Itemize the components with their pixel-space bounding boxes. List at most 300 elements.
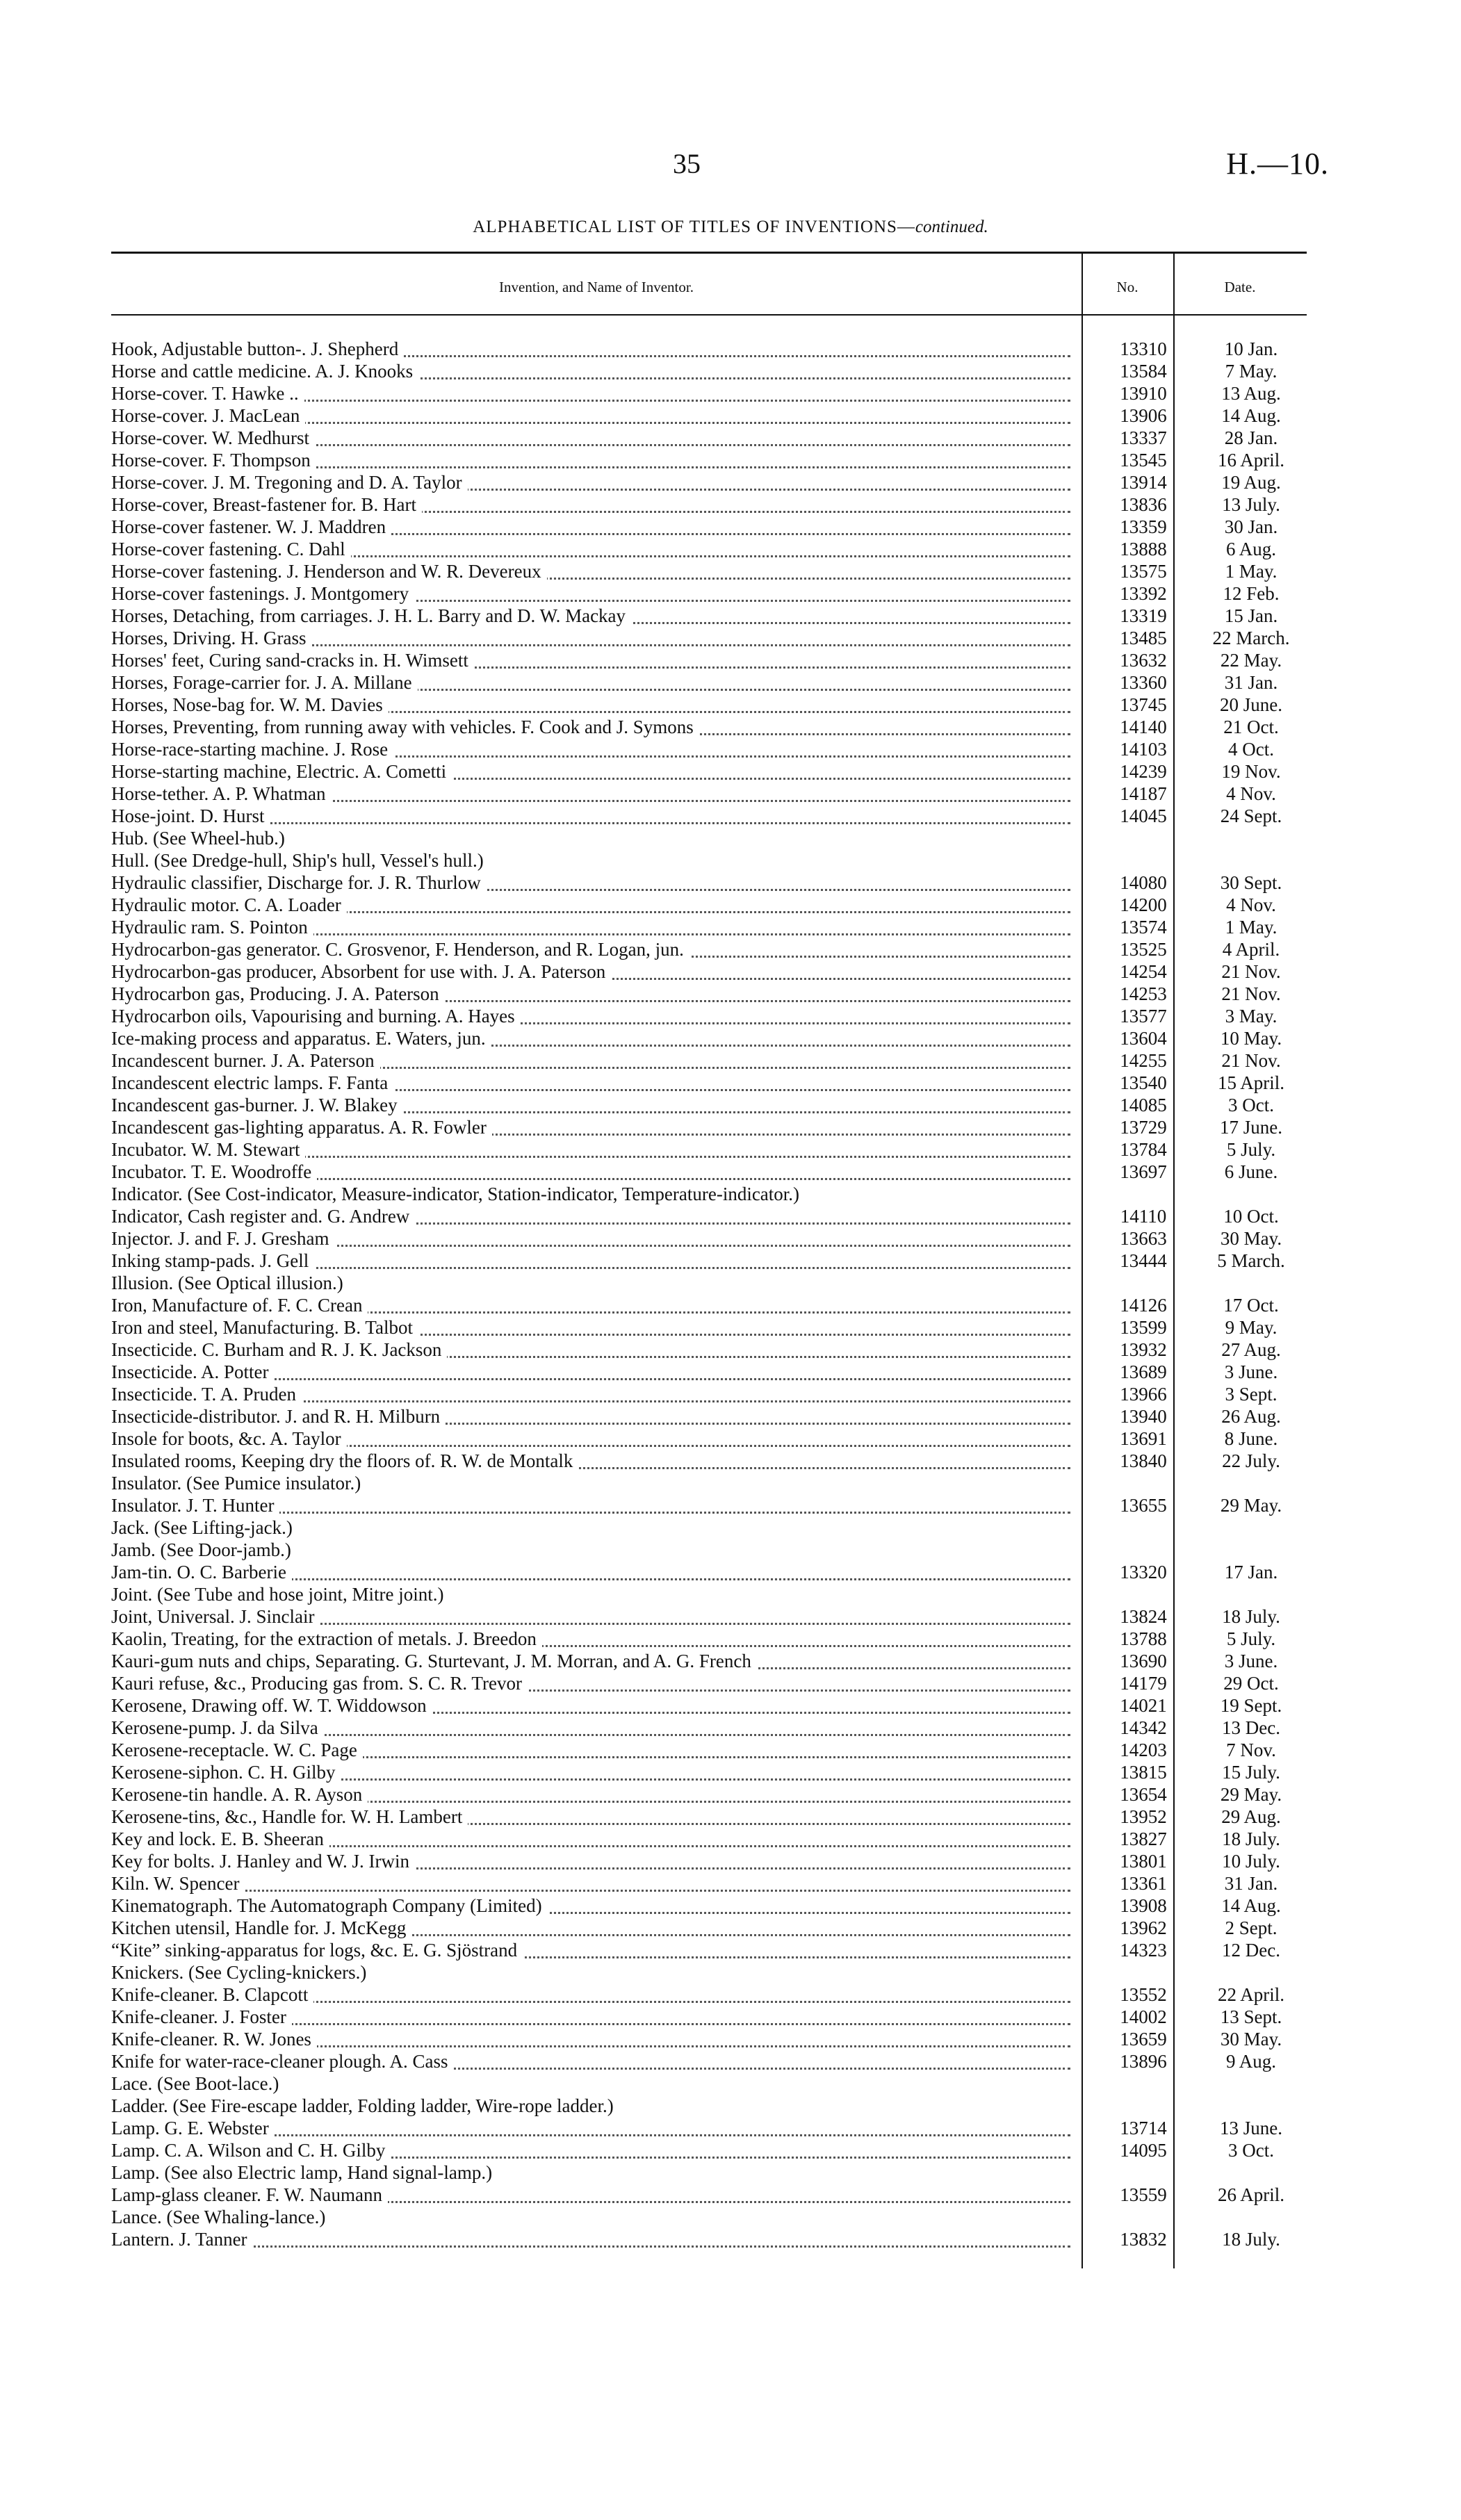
- list-title: [0, 218, 1461, 237]
- list-item: [111, 1383, 1321, 1405]
- list-item: [111, 1717, 1321, 1739]
- list-item: [111, 760, 1321, 783]
- list-item: [111, 1072, 1321, 1094]
- list-item: [111, 671, 1321, 694]
- patent-number: 13824: [1120, 1606, 1167, 1627]
- invention-title: Kerosene-tin handle. A. R. Ayson: [111, 1783, 368, 1806]
- filing-date: 21 Nov.: [1221, 1050, 1281, 1071]
- filing-date: 17 June.: [1220, 1117, 1282, 1138]
- list-item: [111, 1361, 1321, 1383]
- list-item: [111, 2228, 1321, 2250]
- filing-date: 10 May.: [1220, 1028, 1282, 1049]
- invention-title: Insecticide. T. A. Pruden: [111, 1383, 302, 1405]
- patent-number: 14254: [1120, 961, 1167, 982]
- filing-date: 12 Feb.: [1223, 583, 1280, 604]
- patent-number: 13575: [1120, 561, 1167, 582]
- invention-title: Inking stamp-pads. J. Gell: [111, 1250, 314, 1272]
- list-item: [111, 2161, 1321, 2184]
- invention-title: Horse-race-starting machine. J. Rose: [111, 738, 393, 760]
- filing-date: 4 Nov.: [1226, 894, 1276, 915]
- filing-date: 19 Sept.: [1220, 1695, 1282, 1716]
- column-header-invention: Invention, and Name of Inventor.: [499, 279, 694, 295]
- list-item: [111, 694, 1321, 716]
- patent-number: 13659: [1120, 2029, 1167, 2049]
- invention-title: Horses, Preventing, from running away with vehicles. F. Cook and J. Symons: [111, 716, 699, 738]
- list-item: [111, 382, 1321, 404]
- patent-number: 14253: [1120, 983, 1167, 1004]
- patent-number: 14179: [1120, 1673, 1167, 1694]
- invention-title: Insole for boots, &c. A. Taylor: [111, 1427, 347, 1450]
- invention-title: Illusion. (See Optical illusion.): [111, 1272, 349, 1294]
- list-item: [111, 1250, 1321, 1272]
- filing-date: 10 July.: [1222, 1851, 1280, 1872]
- list-item: [111, 1183, 1321, 1205]
- leader-dots: [111, 1889, 1070, 1892]
- patent-number: 13654: [1120, 1784, 1167, 1805]
- list-item: [111, 827, 1321, 849]
- invention-title: Horse and cattle medicine. A. J. Knooks: [111, 360, 418, 382]
- list-item: [111, 1672, 1321, 1694]
- list-item: [111, 916, 1321, 938]
- list-item: [111, 1161, 1321, 1183]
- filing-date: 3 Oct.: [1228, 2140, 1274, 2161]
- patent-number: 13745: [1120, 694, 1167, 715]
- patent-number: 13545: [1120, 450, 1167, 471]
- list-item: [111, 1561, 1321, 1583]
- invention-title: Hydrocarbon gas, Producing. J. A. Paterson: [111, 983, 445, 1005]
- invention-title: Iron, Manufacture of. F. C. Crean: [111, 1294, 368, 1316]
- patent-number: 13584: [1120, 361, 1167, 382]
- patent-number: 13485: [1120, 628, 1167, 648]
- filing-date: 13 Dec.: [1222, 1717, 1280, 1738]
- filing-date: 3 June.: [1224, 1651, 1278, 1671]
- patent-number: 13574: [1120, 917, 1167, 938]
- document-reference: H.—10.: [1226, 147, 1329, 181]
- list-item: [111, 1650, 1321, 1672]
- list-item: [111, 427, 1321, 449]
- list-item: [111, 538, 1321, 560]
- invention-title: Lamp-glass cleaner. F. W. Naumann: [111, 2184, 388, 2206]
- patent-number: 14140: [1120, 717, 1167, 737]
- filing-date: 31 Jan.: [1224, 1873, 1278, 1894]
- list-item: [111, 872, 1321, 894]
- invention-title: Insecticide. C. Burham and R. J. K. Jackson: [111, 1339, 447, 1361]
- invention-title: Joint, Universal. J. Sinclair: [111, 1605, 320, 1628]
- invention-title: Kauri refuse, &c., Producing gas from. S. C. R. Trevor: [111, 1672, 528, 1694]
- filing-date: 5 July.: [1226, 1139, 1276, 1160]
- filing-date: 30 May.: [1220, 2029, 1282, 2049]
- list-item: [111, 738, 1321, 760]
- list-item: [111, 1828, 1321, 1850]
- list-item: [111, 716, 1321, 738]
- invention-title: Kaolin, Treating, for the extraction of metals. J. Breedon: [111, 1628, 542, 1650]
- filing-date: 4 April.: [1222, 939, 1280, 960]
- invention-title: Horse-cover fastener. W. J. Maddren: [111, 516, 391, 538]
- invention-title: Hydraulic ram. S. Pointon: [111, 916, 313, 938]
- filing-date: 13 Sept.: [1220, 2006, 1282, 2027]
- filing-date: 20 June.: [1220, 694, 1282, 715]
- patent-number: 13319: [1120, 605, 1167, 626]
- patent-number: 14187: [1120, 783, 1167, 804]
- filing-date: 3 June.: [1224, 1361, 1278, 1382]
- invention-title: Key and lock. E. B. Sheeran: [111, 1828, 329, 1850]
- filing-date: 28 Jan.: [1224, 427, 1278, 448]
- filing-date: 18 July.: [1222, 1606, 1280, 1627]
- filing-date: 21 Nov.: [1221, 961, 1281, 982]
- list-item: [111, 1138, 1321, 1161]
- patent-number: 14045: [1120, 805, 1167, 826]
- list-item: [111, 1005, 1321, 1027]
- filing-date: 14 Aug.: [1221, 1895, 1281, 1916]
- filing-date: 8 June.: [1224, 1428, 1278, 1449]
- filing-date: 30 Sept.: [1220, 872, 1282, 893]
- filing-date: 19 Aug.: [1221, 472, 1281, 493]
- filing-date: 26 April.: [1217, 2184, 1284, 2205]
- patent-number: 13896: [1120, 2051, 1167, 2072]
- filing-date: 10 Oct.: [1223, 1206, 1279, 1227]
- patent-number: 13663: [1120, 1228, 1167, 1249]
- list-item: [111, 1027, 1321, 1049]
- patent-number: 13632: [1120, 650, 1167, 671]
- list-item: [111, 2117, 1321, 2139]
- patent-number: 13815: [1120, 1762, 1167, 1783]
- list-item: [111, 1783, 1321, 1806]
- invention-title: Insulated rooms, Keeping dry the floors of. R. W. de Montalk: [111, 1450, 578, 1472]
- invention-title: Horse-cover fastening. C. Dahl: [111, 538, 351, 560]
- invention-title: Kiln. W. Spencer: [111, 1872, 245, 1895]
- filing-date: 29 May.: [1220, 1784, 1282, 1805]
- filing-date: 1 May.: [1225, 561, 1278, 582]
- patent-number: 13888: [1120, 539, 1167, 559]
- filing-date: 6 Aug.: [1225, 539, 1276, 559]
- list-item: [111, 1339, 1321, 1361]
- patent-number: 13559: [1120, 2184, 1167, 2205]
- invention-title: Hook, Adjustable button-. J. Shepherd: [111, 338, 404, 360]
- patent-number: 14002: [1120, 2006, 1167, 2027]
- invention-title: Kitchen utensil, Handle for. J. McKegg: [111, 1917, 411, 1939]
- list-item: [111, 1272, 1321, 1294]
- list-item: [111, 360, 1321, 382]
- inventions-list: [111, 338, 1321, 2250]
- list-item: [111, 1939, 1321, 1961]
- invention-title: Lace. (See Boot-lace.): [111, 2072, 284, 2095]
- list-item: [111, 1316, 1321, 1339]
- filing-date: 21 Nov.: [1221, 983, 1281, 1004]
- list-item: [111, 582, 1321, 605]
- patent-number: 13940: [1120, 1406, 1167, 1427]
- list-item: [111, 1983, 1321, 2006]
- list-item: [111, 493, 1321, 516]
- patent-number: 14080: [1120, 872, 1167, 893]
- list-item: [111, 783, 1321, 805]
- list-item: [111, 1628, 1321, 1650]
- filing-date: 13 June.: [1220, 2118, 1282, 2138]
- invention-title: Incandescent burner. J. A. Paterson: [111, 1049, 380, 1072]
- invention-title: Kerosene-siphon. C. H. Gilby: [111, 1761, 341, 1783]
- invention-title: Horse-cover. J. MacLean: [111, 404, 305, 427]
- list-item: [111, 471, 1321, 493]
- invention-title: Insulator. (See Pumice insulator.): [111, 1472, 366, 1494]
- patent-number: 13690: [1120, 1651, 1167, 1671]
- invention-title: Lantern. J. Tanner: [111, 2228, 253, 2250]
- list-item: [111, 1806, 1321, 1828]
- patent-number: 13689: [1120, 1361, 1167, 1382]
- list-item: [111, 627, 1321, 649]
- patent-number: 13832: [1120, 2229, 1167, 2250]
- filing-date: 17 Oct.: [1223, 1295, 1279, 1316]
- list-item: [111, 1961, 1321, 1983]
- patent-number: 13906: [1120, 405, 1167, 426]
- list-item: [111, 1516, 1321, 1539]
- invention-title: Kerosene-pump. J. da Silva: [111, 1717, 324, 1739]
- patent-number: 13337: [1120, 427, 1167, 448]
- patent-number: 14203: [1120, 1740, 1167, 1760]
- filing-date: 3 Sept.: [1225, 1384, 1278, 1405]
- list-item: [111, 1094, 1321, 1116]
- invention-title: Horses, Forage-carrier for. J. A. Millane: [111, 671, 418, 694]
- filing-date: 14 Aug.: [1221, 405, 1281, 426]
- patent-number: 13691: [1120, 1428, 1167, 1449]
- filing-date: 27 Aug.: [1221, 1339, 1281, 1360]
- patent-number: 13320: [1120, 1562, 1167, 1582]
- filing-date: 15 April.: [1217, 1072, 1284, 1093]
- filing-date: 9 May.: [1225, 1317, 1278, 1338]
- invention-title: Incubator. T. E. Woodroffe: [111, 1161, 317, 1183]
- patent-number: 13540: [1120, 1072, 1167, 1093]
- filing-date: 10 Jan.: [1224, 338, 1278, 359]
- invention-title: Horse-tether. A. P. Whatman: [111, 783, 331, 805]
- list-item: [111, 1227, 1321, 1250]
- patent-number: 13801: [1120, 1851, 1167, 1872]
- invention-title: Injector. J. and F. J. Gresham: [111, 1227, 335, 1250]
- invention-title: Kerosene-tins, &c., Handle for. W. H. Lambert: [111, 1806, 468, 1828]
- list-item: [111, 1694, 1321, 1717]
- filing-date: 12 Dec.: [1222, 1940, 1280, 1961]
- filing-date: 3 Oct.: [1228, 1095, 1274, 1115]
- invention-title: Incandescent gas-lighting apparatus. A. R. Fowler: [111, 1116, 492, 1138]
- list-item: [111, 983, 1321, 1005]
- invention-title: Horses' feet, Curing sand-cracks in. H. Wimsett: [111, 649, 474, 671]
- list-item: [111, 1116, 1321, 1138]
- invention-title: Horse-cover. F. Thompson: [111, 449, 316, 471]
- filing-date: 29 Oct.: [1223, 1673, 1279, 1694]
- patent-number: 13310: [1120, 338, 1167, 359]
- invention-title: Insecticide-distributor. J. and R. H. Milburn: [111, 1405, 446, 1427]
- patent-number: 13952: [1120, 1806, 1167, 1827]
- list-item: [111, 849, 1321, 872]
- invention-title: Knife-cleaner. R. W. Jones: [111, 2028, 317, 2050]
- list-item: [111, 338, 1321, 360]
- invention-title: Kinematograph. The Automatograph Company (Limited): [111, 1895, 548, 1917]
- patent-number: 14085: [1120, 1095, 1167, 1115]
- list-item: [111, 960, 1321, 983]
- patent-number: 14103: [1120, 739, 1167, 760]
- patent-number: 13525: [1120, 939, 1167, 960]
- filing-date: 15 July.: [1222, 1762, 1280, 1783]
- filing-date: 9 Aug.: [1225, 2051, 1276, 2072]
- list-item: [111, 605, 1321, 627]
- filing-date: 15 Jan.: [1224, 605, 1278, 626]
- invention-title: Horses, Nose-bag for. W. M. Davies: [111, 694, 389, 716]
- list-item: [111, 1539, 1321, 1561]
- list-item: [111, 805, 1321, 827]
- patent-number: 13840: [1120, 1450, 1167, 1471]
- invention-title: Incandescent gas-burner. J. W. Blakey: [111, 1094, 403, 1116]
- invention-title: Ice-making process and apparatus. E. Waters, jun.: [111, 1027, 491, 1049]
- filing-date: 22 March.: [1212, 628, 1290, 648]
- list-item: [111, 1427, 1321, 1450]
- patent-number: 14323: [1120, 1940, 1167, 1961]
- list-item: [111, 2184, 1321, 2206]
- list-item: [111, 1739, 1321, 1761]
- filing-date: 7 Nov.: [1226, 1740, 1276, 1760]
- invention-title: Indicator, Cash register and. G. Andrew: [111, 1205, 415, 1227]
- patent-number: 13361: [1120, 1873, 1167, 1894]
- invention-title: Jamb. (See Door-jamb.): [111, 1539, 297, 1561]
- list-item: [111, 2095, 1321, 2117]
- filing-date: 5 July.: [1226, 1628, 1276, 1649]
- invention-title: Iron and steel, Manufacturing. B. Talbot: [111, 1316, 418, 1339]
- invention-title: Horse-cover. J. M. Tregoning and D. A. Taylor: [111, 471, 468, 493]
- invention-title: Kerosene, Drawing off. W. T. Widdowson: [111, 1694, 432, 1717]
- list-item: [111, 938, 1321, 960]
- patent-number: 13577: [1120, 1006, 1167, 1026]
- list-item: [111, 516, 1321, 538]
- invention-title: Incandescent electric lamps. F. Fanta: [111, 1072, 393, 1094]
- list-item: [111, 2139, 1321, 2161]
- list-item: [111, 1049, 1321, 1072]
- patent-number: 14110: [1120, 1206, 1167, 1227]
- patent-number: 13714: [1120, 2118, 1167, 2138]
- invention-title: Horses, Driving. H. Grass: [111, 627, 311, 649]
- list-title-suffix: continued.: [915, 218, 988, 236]
- list-item: [111, 449, 1321, 471]
- patent-number: 13827: [1120, 1828, 1167, 1849]
- list-item: [111, 1605, 1321, 1628]
- filing-date: 6 June.: [1224, 1161, 1278, 1182]
- invention-title: Hydraulic motor. C. A. Loader: [111, 894, 347, 916]
- list-item: [111, 2206, 1321, 2228]
- patent-number: 13604: [1120, 1028, 1167, 1049]
- list-title-main: ALPHABETICAL LIST OF TITLES OF INVENTIONS—: [473, 218, 915, 236]
- invention-title: Incubator. W. M. Stewart: [111, 1138, 305, 1161]
- list-item: [111, 1405, 1321, 1427]
- patent-number: 14200: [1120, 894, 1167, 915]
- patent-number: 13552: [1120, 1984, 1167, 2005]
- invention-title: Knife for water-race-cleaner plough. A. Cass: [111, 2050, 454, 2072]
- patent-number: 13910: [1120, 383, 1167, 404]
- filing-date: 19 Nov.: [1221, 761, 1281, 782]
- patent-number: 13392: [1120, 583, 1167, 604]
- list-item: [111, 2050, 1321, 2072]
- filing-date: 26 Aug.: [1221, 1406, 1281, 1427]
- invention-title: Knickers. (See Cycling-knickers.): [111, 1961, 372, 1983]
- filing-date: 22 July.: [1222, 1450, 1280, 1471]
- invention-title: Kerosene-receptacle. W. C. Page: [111, 1739, 363, 1761]
- patent-number: 13966: [1120, 1384, 1167, 1405]
- invention-title: Hydrocarbon-gas generator. C. Grosvenor, F. Henderson, and R. Logan, jun.: [111, 938, 689, 960]
- filing-date: 22 April.: [1217, 1984, 1284, 2005]
- list-item: [111, 1450, 1321, 1472]
- filing-date: 4 Oct.: [1228, 739, 1274, 760]
- list-item: [111, 1895, 1321, 1917]
- list-item: [111, 894, 1321, 916]
- filing-date: 13 Aug.: [1221, 383, 1281, 404]
- list-item: [111, 404, 1321, 427]
- patent-number: 13908: [1120, 1895, 1167, 1916]
- invention-title: Key for bolts. J. Hanley and W. J. Irwin: [111, 1850, 415, 1872]
- invention-title: Horse-cover, Breast-fastener for. B. Hart: [111, 493, 422, 516]
- invention-title: Joint. (See Tube and hose joint, Mitre joint.): [111, 1583, 450, 1605]
- patent-number: 13444: [1120, 1250, 1167, 1271]
- invention-title: Lamp. G. E. Webster: [111, 2117, 275, 2139]
- invention-title: Insecticide. A. Potter: [111, 1361, 274, 1383]
- filing-date: 22 May.: [1220, 650, 1282, 671]
- list-item: [111, 1494, 1321, 1516]
- leader-dots: [111, 2245, 1070, 2248]
- filing-date: 1 May.: [1225, 917, 1278, 938]
- invention-title: Jack. (See Lifting-jack.): [111, 1516, 298, 1539]
- invention-title: Indicator. (See Cost-indicator, Measure-indicator, Station-indicator, Temperature-indicator.): [111, 1183, 805, 1205]
- filing-date: 5 March.: [1217, 1250, 1285, 1271]
- filing-date: 29 May.: [1220, 1495, 1282, 1516]
- filing-date: 30 May.: [1220, 1228, 1282, 1249]
- filing-date: 4 Nov.: [1226, 783, 1276, 804]
- invention-title: Hull. (See Dredge-hull, Ship's hull, Vessel's hull.): [111, 849, 489, 872]
- invention-title: Lamp. C. A. Wilson and C. H. Gilby: [111, 2139, 391, 2161]
- header-rule-top: [111, 252, 1307, 254]
- list-item: [111, 1205, 1321, 1227]
- patent-number: 14021: [1120, 1695, 1167, 1716]
- list-item: [111, 1872, 1321, 1895]
- invention-title: Knife-cleaner. J. Foster: [111, 2006, 292, 2028]
- list-item: [111, 1850, 1321, 1872]
- invention-title: Horse-cover fastenings. J. Montgomery: [111, 582, 414, 605]
- filing-date: 13 July.: [1222, 494, 1280, 515]
- list-item: [111, 1294, 1321, 1316]
- filing-date: 21 Oct.: [1223, 717, 1279, 737]
- invention-title: Lamp. (See also Electric lamp, Hand signal-lamp.): [111, 2161, 498, 2184]
- patent-number: 13697: [1120, 1161, 1167, 1182]
- invention-title: Hub. (See Wheel-hub.): [111, 827, 291, 849]
- page-number: 35: [673, 148, 701, 179]
- filing-date: 24 Sept.: [1220, 805, 1282, 826]
- list-item: [111, 649, 1321, 671]
- patent-number: 13655: [1120, 1495, 1167, 1516]
- column-header-number: No.: [1116, 279, 1138, 295]
- patent-number: 13788: [1120, 1628, 1167, 1649]
- invention-title: Ladder. (See Fire-escape ladder, Folding ladder, Wire-rope ladder.): [111, 2095, 619, 2117]
- filing-date: 29 Aug.: [1221, 1806, 1281, 1827]
- invention-title: Horse-cover. T. Hawke ..: [111, 382, 304, 404]
- patent-number: 14239: [1120, 761, 1167, 782]
- invention-title: Horse-cover. W. Medhurst: [111, 427, 315, 449]
- invention-title: Insulator. J. T. Hunter: [111, 1494, 279, 1516]
- patent-number: 14342: [1120, 1717, 1167, 1738]
- filing-date: 17 Jan.: [1224, 1562, 1278, 1582]
- patent-number: 13599: [1120, 1317, 1167, 1338]
- invention-title: Jam-tin. O. C. Barberie: [111, 1561, 292, 1583]
- filing-date: 30 Jan.: [1224, 516, 1278, 537]
- filing-date: 7 May.: [1225, 361, 1278, 382]
- invention-title: Kauri-gum nuts and chips, Separating. G. Sturtevant, J. M. Morran, and A. G. French: [111, 1650, 757, 1672]
- patent-number: 14095: [1120, 2140, 1167, 2161]
- patent-number: 13784: [1120, 1139, 1167, 1160]
- column-header-date: Date.: [1224, 279, 1256, 295]
- patent-number: 13962: [1120, 1917, 1167, 1938]
- invention-title: Hose-joint. D. Hurst: [111, 805, 270, 827]
- invention-title: Hydrocarbon-gas producer, Absorbent for use with. J. A. Paterson: [111, 960, 611, 983]
